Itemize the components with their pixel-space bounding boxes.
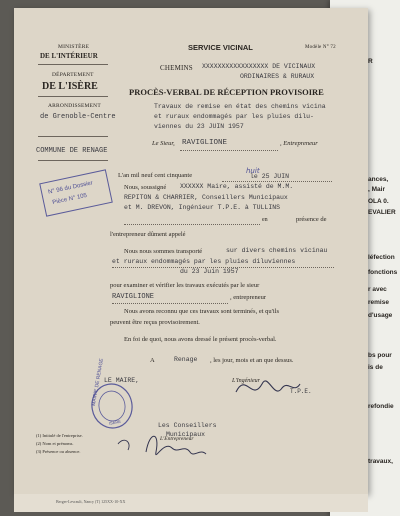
object-line3: viennes du 23 JUIN 1957 — [154, 123, 244, 130]
ingenieur-label: L'Ingénieur — [232, 378, 260, 384]
ministere-sub: DE L'INTÉRIEUR — [40, 52, 98, 60]
transporte: Nous nous sommes transporté — [124, 248, 203, 255]
nous-soussigne: Nous, soussigné — [124, 184, 167, 191]
conseillers-typed-2: Municipaux — [166, 431, 206, 438]
entrepreneur-sig-label: L'Entrepreneur — [160, 436, 194, 442]
departement-label: DÉPARTEMENT — [52, 72, 94, 78]
underlying-page-line: refondie — [368, 403, 394, 410]
conseillers-typed: Les Conseillers — [158, 422, 217, 429]
place-name: Renage — [174, 356, 198, 363]
underlying-page-line: , Mair — [368, 186, 385, 193]
document-title: PROCÈS-VERBAL DE RÉCEPTION PROVISOIRE — [129, 87, 324, 97]
line-mairie: XXXXXX Maire, assisté de M.M. — [180, 183, 294, 190]
footnote-2: (2) Nom et prénoms. — [36, 441, 74, 446]
flourish-signature — [118, 440, 129, 450]
underlying-page-line: ances, — [368, 176, 389, 183]
examine: pour examiner et vérifier les travaux exécutés par le sieur — [110, 282, 260, 289]
underlying-page-line: bs pour — [368, 352, 392, 359]
transporte-value: sur divers chemins vicinau — [226, 247, 328, 254]
chemins-typed-1: XXXXXXXXXXXXXXXXX DE VICINAUX — [202, 63, 316, 70]
arrondissement-value: de Grenoble-Centre — [40, 113, 116, 121]
reconnu-2: peuvent être reçus provisoirement. — [110, 319, 200, 326]
footnote-3: (3) Présence ou absence. — [36, 449, 81, 454]
ministere-label: MINISTÈRE — [58, 44, 90, 50]
transporte-value-3: du 23 Juin 1957 — [180, 268, 239, 275]
transporte-value-2: et ruraux endommagés par les pluies diluviennes — [112, 258, 296, 265]
line-councillors: REPITON & CHARRIER, Conseillers Municipaux — [124, 194, 288, 201]
mairie-seal — [83, 353, 136, 431]
ingenieur-signature — [236, 381, 300, 392]
underlying-page-line: EVALIER — [368, 209, 396, 216]
sieur-label: Le Sieur, — [152, 140, 175, 147]
underlying-page-line: is de — [368, 364, 383, 371]
ingenieur-tpe: T.P.E. — [290, 388, 312, 395]
underlying-page-line: r avec — [368, 286, 387, 293]
mairie-seal-sub: ISÈRE — [108, 418, 122, 426]
presence-tail: présence de — [296, 216, 327, 223]
printer-line: Berger-Levrault, Nancy (T) 125XX-10-XX — [56, 499, 126, 504]
underlying-page-line: OLA 0. — [368, 198, 389, 205]
arrondissement-label: ARRONDISSEMENT — [48, 103, 101, 109]
chemins-label: CHEMINS — [160, 64, 193, 72]
entrepreneur-label: , Entrepreneur — [280, 140, 318, 147]
place-suffix: , les jour, mois et an que dessus. — [210, 357, 294, 364]
dossier-stamp-line1: N° 96 du Dossier — [47, 180, 94, 196]
date-handwritten: huit — [246, 167, 260, 175]
underlying-page-line: léfection — [368, 254, 395, 261]
footnote-1: (1) Intitulé de l'entreprise. — [36, 433, 83, 438]
object-line1: Travaux de remise en état des chemins vicina — [154, 103, 326, 110]
underlying-page-line: remise — [368, 299, 389, 306]
service-vicinal: SERVICE VICINAL — [188, 43, 253, 52]
underlying-page-line: travaux, — [368, 458, 393, 465]
dossier-stamp-line2: Pièce N° 105 — [51, 192, 88, 207]
commune-value: COMMUNE DE RENAGE — [36, 147, 108, 155]
underlying-page-line: R — [368, 58, 373, 65]
date-typed: le 25 JUIN — [250, 173, 290, 180]
entrepreneur-appele: l'entrepreneur dûment appelé — [110, 231, 186, 238]
le-maire: LE MAIRE, — [104, 377, 140, 384]
line-engineer: et M. DREVON, Ingénieur T.P.E. à TULLINS — [124, 204, 281, 211]
conseiller-signature — [146, 436, 206, 454]
contractor-again: RAVIGLIONE — [112, 293, 155, 301]
underlying-page-line: fonctions — [368, 269, 398, 276]
date-prefix: L'an mil neuf cent cinquante — [118, 172, 193, 179]
reconnu-1: Nous avons reconnu que ces travaux sont terminés, et qu'ils — [124, 308, 279, 315]
mairie-seal-text: MAIRIE DE RENAGE — [90, 357, 106, 407]
en-label: en — [262, 217, 268, 223]
modele-number: Modèle N° 72 — [305, 45, 336, 50]
underlying-page-line: d'usage — [368, 312, 393, 319]
chemins-typed-2: ORDINAIRES & RURAUX — [240, 73, 315, 80]
contractor-name: RAVIGLIONE — [182, 139, 228, 147]
object-line2: et ruraux endommagés par les pluies dilu- — [154, 113, 314, 120]
departement-name: DE L'ISÈRE — [42, 81, 98, 92]
place-prefix: A — [150, 357, 155, 364]
entrepreneur-word: , entrepreneur — [230, 294, 267, 301]
en-foi: En foi de quoi, nous avons dressé le présent procès-verbal. — [124, 336, 277, 343]
